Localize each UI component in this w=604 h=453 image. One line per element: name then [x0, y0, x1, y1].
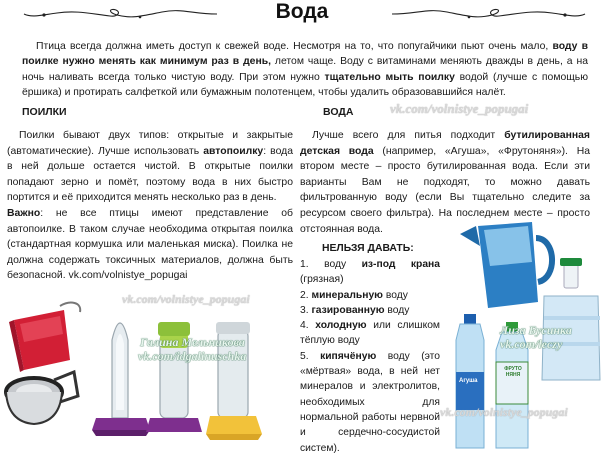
author-credit-name: Лиза Бусинка: [500, 323, 572, 337]
author-credit-name: Галина Мельникова: [140, 335, 245, 349]
filter-pitcher-image: [460, 222, 552, 308]
list-item: 4. холодную или слишком тёплую воду: [300, 320, 440, 347]
intro-paragraph: Птица всегда должна иметь доступ к свежей воде. Несмотря на то, что попугайчики пьют очень мало, воду в поилке нужно менять как минимум раз в день, летом чаще. Воду с витаминами меняють дважды в день, а на ночь наливать всегда только чистую воду. При этом нужно тщательно мыть поилку водой (лучше с помощью ёршика) и протирать салфеткой или бумажным полотенцем, чтобы удалить образовавшийся налёт.: [22, 41, 588, 98]
left-watermark: vk.com/volnistye_popugai: [122, 292, 250, 306]
metal-bowl-image: [6, 372, 78, 424]
left-column-heading: ПОИЛКИ: [22, 106, 67, 118]
forbidden-list: [300, 257, 440, 453]
list-item: 1. воду из-под крана (грязная): [300, 259, 440, 286]
forbidden-heading: НЕЛЬЗЯ ДАВАТЬ:: [322, 243, 414, 254]
list-item: 3. газированную воду: [300, 304, 410, 316]
red-drinker-image: [9, 303, 80, 372]
list-item: 5. кипячёную воду (это «мёртвая» вода, в ней нет минералов и электролитов, необходимых для нормальной работы нервной и сердечно-сосудистой систем).: [300, 350, 440, 453]
agusha-label: Агуша: [459, 378, 478, 384]
right-column-heading: ВОДА: [323, 106, 354, 118]
drinkers-text: [7, 128, 293, 284]
bottom-watermark: vk.com/volnistye_popugai: [440, 405, 568, 419]
frutonyanya-label: ФРУТО НЯНЯ: [504, 366, 522, 378]
water-paragraph: Лучше всего для питья подходит бутилированная детская вода (например, «Агуша», «Фрутоняня»). На втором месте – просто бутилированная вода. Если эти варианты Вам не подходят, то можно давать фильтрованную воду (если Вы тщательно следите за ресурсом своего фильтра). На последнем месте – просто отстоянная вода.: [300, 130, 590, 235]
drinkers-paragraph-2: Важно: не все птицы имеют представление об автопоилке. В таком случае необходима открытая поилка (стандартная кормушка или маленькая миска). Поилка не должна содержать токсичных материалов, должна быть безопасной. vk.com/volnistye_popugai: [7, 207, 293, 282]
right-flourish-ornament: [392, 6, 587, 22]
list-item: 2. минеральную воду: [300, 289, 408, 301]
page-title: Вода: [275, 0, 329, 23]
author-credit-link: vk.com/idgalinuschka: [138, 349, 247, 363]
drinkers-paragraph-1: Поилки бывают двух типов: открытые и закрытые (автоматические). Лучше использовать автопоилку: вода в ней дольше остается чистой. В открытые поилки попадают зерно и помёт, поэтому вода в них быстро портится и её приходится менять несколько раз в день.: [7, 130, 293, 204]
author-credit-link: vk.com/leczy: [500, 337, 563, 351]
top-watermark: vk.com/volnistye_popugai: [390, 101, 529, 116]
drinkers-illustration: [0, 300, 300, 450]
